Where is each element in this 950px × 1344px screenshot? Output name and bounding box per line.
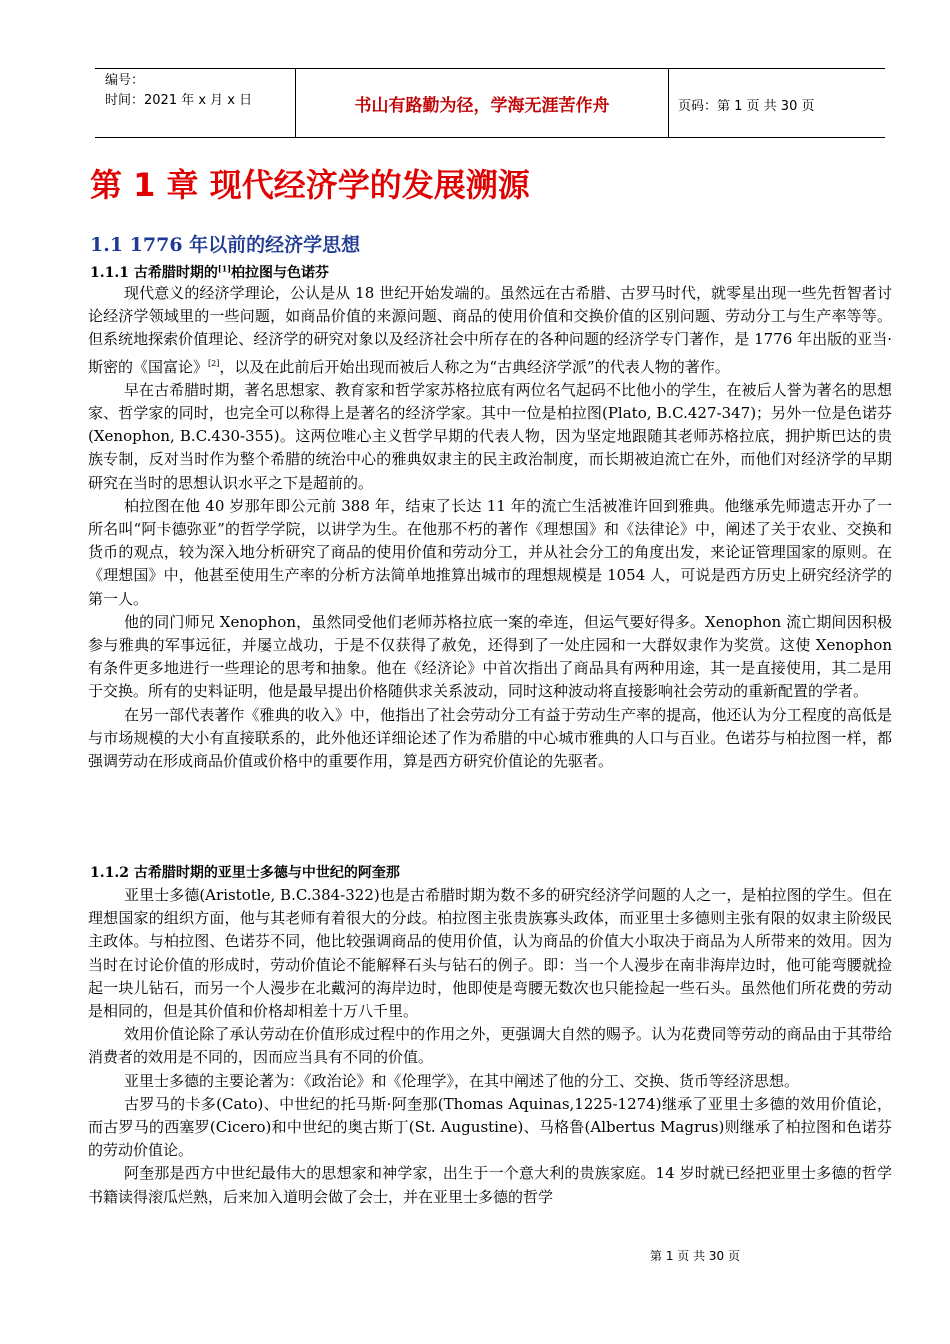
paragraph: 在另一部代表著作《雅典的收入》中，他指出了社会劳动分工有益于劳动生产率的提高，他还认为分工程度的高低是与市场规模的大小有直接联系的，此外他还详细论述了作为希腊的中心城市雅典的人口与百业。色诺芬与柏拉图一样，都强调劳动在形成商品价值或价格中的重要作用，算是西方研究价值论的先驱者。 xyxy=(88,705,892,771)
paragraph xyxy=(88,282,892,379)
header-page-cell xyxy=(668,69,885,137)
page-footer: 第 1 页 共 30 页 xyxy=(650,1249,740,1263)
footnote-ref-1[interactable]: [1] xyxy=(217,263,231,274)
body-text-block-2 xyxy=(88,884,892,1209)
header-page-info: 页码：第 1 页 共 30 页 xyxy=(678,99,815,114)
chapter-title: 第 1 章 现代经济学的发展溯源 xyxy=(90,166,530,204)
header-left-cell xyxy=(95,69,295,137)
subsection-1-prefix: 1.1.1 古希腊时期的 xyxy=(90,265,218,281)
subsection-1-suffix: 柏拉图与色诺芬 xyxy=(231,265,329,281)
subsection-title-1 xyxy=(90,262,329,282)
paragraph: 阿奎那是西方中世纪最伟大的思想家和神学家，出生于一个意大利的贵族家庭。14 岁时就已经把亚里士多德的哲学书籍读得滚瓜烂熟，后来加入道明会做了会士，并在亚里士多德的哲学 xyxy=(88,1164,892,1206)
header-motto-cell xyxy=(295,69,669,137)
paragraph-1-text-b: ，以及在此前后开始出现而被后人称之为“古典经济学派”的代表人物的著作。 xyxy=(219,357,730,376)
paragraph: 古罗马的卡多(Cato)、中世纪的托马斯·阿奎那(Thomas Aquinas,1225-1274)继承了亚里士多德的效用价值论，而古罗马的西塞罗(Cicero)和中世纪的奥古斯丁(St. Augustine)、马格鲁(Albertus Magrus)则继承了柏拉图和色诺芬的劳动价值论。 xyxy=(88,1094,892,1160)
section-title: 1.1 1776 年以前的经济学思想 xyxy=(90,234,361,256)
header-motto: 书山有路勤为径，学海无涯苦作舟 xyxy=(354,96,610,116)
paragraph: 效用价值论除了承认劳动在价值形成过程中的作用之外，更强调大自然的赐予。认为花费同等劳动的商品由于其带给消费者的效用是不同的，因而应当具有不同的价值。 xyxy=(88,1025,892,1067)
body-text-block-1 xyxy=(88,282,892,773)
paragraph: 柏拉图在他 40 岁那年即公元前 388 年，结束了长达 11 年的流亡生活被准许回到雅典。他继承先师遗志开办了一所名叫“阿卡德弥亚”的哲学学院，以讲学为生。在他那不朽的著作《理想国》和《法律论》中，阐述了关于农业、交换和货币的观点，较为深入地分析研究了商品的使用价值和劳动分工，并从社会分工的角度出发，来论证管理国家的原则。在《理想国》中，他甚至使用生产率的分析方法简单地推算出城市的理想规模是 1054 人，可说是西方历史上研究经济学的第一人。 xyxy=(88,496,892,608)
subsection-title-2: 1.1.2 古希腊时期的亚里士多德与中世纪的阿奎那 xyxy=(90,865,400,881)
page-header xyxy=(95,68,885,138)
document-number-label: 编号： xyxy=(105,73,145,88)
paragraph: 他的同门师兄 Xenophon，虽然同受他们老师苏格拉底一案的牵连，但运气要好得多。Xenophon 流亡期间因积极参与雅典的军事远征，并屡立战功，于是不仅获得了赦免，还得到了一处庄园和一大群奴隶作为奖赏。这使 Xenophon 有条件更多地进行一些理论的思考和抽象。他在《经济论》中首次指出了商品具有两种用途，其一是直接使用，其二是用于交换。所有的史料证明，他是最早提出价格随供求关系波动，同时这种波动将直接影响社会劳动的重新配置的学者。 xyxy=(88,612,892,701)
paragraph-1-text-a: 现代意义的经济学理论，公认是从 18 世纪开始发端的。虽然远在古希腊、古罗马时代，就零星出现一些先哲智者讨论经济学领域里的一些问题，如商品价值的来源问题、商品的使用价值和交换价值的区别问题、劳动分工与生产率等等。但系统地探索价值理论、经济学的研究对象以及经济社会中所存在的各种问题的经济学专门著作，是 1776 年出版的亚当·斯密的《国富论》 xyxy=(88,284,892,376)
document-time-label: 时间：2021 年 x 月 x 日 xyxy=(105,93,253,108)
paragraph: 亚里士多德(Aristotle, B.C.384-322)也是古希腊时期为数不多的研究经济学问题的人之一，是柏拉图的学生。但在理想国家的组织方面，他与其老师有着很大的分歧。柏拉图主张贵族寡头政体，而亚里士多德则主张有限的奴隶主阶级民主政体。与柏拉图、色诺芬不同，他比较强调商品的使用价值，认为商品的价值大小取决于商品为人所带来的效用。因为当时在讨论价值的形成时，劳动价值论不能解释石头与钻石的例子。即：当一个人漫步在南非海岸边时，他可能弯腰就捡起一块儿钻石，而另一个人漫步在北戴河的海岸边时，他即使是弯腰无数次也只能捡起一些石头。虽然他们所花费的劳动是相同的，但是其价值和价格却相差十万八千里。 xyxy=(88,886,892,1021)
paragraph: 亚里士多德的主要论著为：《政治论》和《伦理学》，在其中阐述了他的分工、交换、货币等经济思想。 xyxy=(124,1071,800,1090)
footnote-ref-2[interactable]: [2] xyxy=(208,358,220,368)
paragraph: 早在古希腊时期，著名思想家、教育家和哲学家苏格拉底有两位名气起码不比他小的学生，在被后人誉为著名的思想家、哲学家的同时，也完全可以称得上是著名的经济学家。其中一位是柏拉图(Plato, B.C.427-347)；另外一位是色诺芬(Xenophon, B.C.430-355)。这两位唯心主义哲学早期的代表人物，因为坚定地跟随其老师苏格拉底，拥护斯巴达的贵族专制，反对当时作为整个希腊的统治中心的雅典奴隶主的民主政治制度，而长期被迫流亡在外，而他们对经济学的早期研究在当时的思想认识水平之下是超前的。 xyxy=(88,380,892,492)
